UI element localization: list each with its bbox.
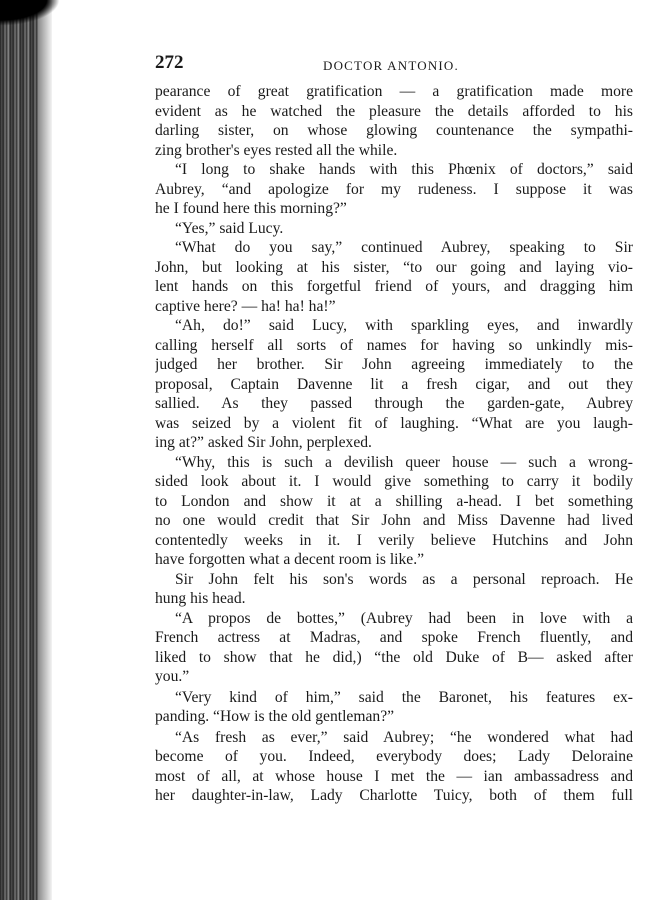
- text-line: become of you. Indeed, everybody does; Lady Deloraine: [155, 748, 633, 765]
- text-line: “A propos de bottes,” (Aubrey had been in love with a: [175, 609, 633, 627]
- text-line: sallied. As they passed through the garden-gate, Aubrey: [155, 395, 633, 412]
- running-title: DOCTOR ANTONIO.: [323, 58, 459, 73]
- page-header: [155, 52, 633, 82]
- text-line: sided look about it. I would give something to carry it bodily: [155, 473, 633, 490]
- text-line: Aubrey, “and apologize for my rudeness. I suppose it was: [155, 180, 633, 198]
- text-line: darling sister, on whose glowing countenance the sympathi-: [155, 122, 633, 139]
- text-line: panding. “How is the old gentleman?”: [155, 708, 395, 725]
- book-spine-gutter: [0, 0, 38, 900]
- gutter-shadow: [38, 0, 52, 900]
- text-line: “What do you say,” continued Aubrey, speaking to Sir: [175, 239, 633, 256]
- text-line: evident as he watched the pleasure the details afforded to his: [155, 102, 633, 120]
- text-line: have forgotten what a decent room is like.”: [155, 551, 425, 568]
- text-line: proposal, Captain Davenne lit a fresh cigar, and out they: [155, 375, 633, 393]
- text-line: “Yes,” said Lucy.: [175, 219, 284, 237]
- text-line: he I found here this morning?”: [155, 200, 347, 217]
- book-page: [155, 52, 633, 806]
- text-line: her daughter-in-law, Lady Charlotte Tuicy, both of them full: [155, 787, 633, 804]
- text-line: hung his head.: [155, 590, 246, 607]
- text-line: French actress at Madras, and spoke French fluently, and: [155, 629, 633, 646]
- scan-corner-shadow: [0, 0, 60, 26]
- text-line: “As fresh as ever,” said Aubrey; “he wondered what had: [175, 728, 633, 746]
- text-line: “I long to shake hands with this Phœnix of doctors,” said: [175, 161, 633, 178]
- text-line: pearance of great gratification — a gratification made more: [155, 83, 633, 100]
- text-line: was seized by a violent fit of laughing. “What are you laugh-: [155, 414, 633, 432]
- text-line: judged her brother. Sir John agreeing immediately to the: [155, 356, 633, 373]
- text-line: zing brother's eyes rested all the while.: [155, 141, 398, 159]
- text-line: liked to show that he did,) “the old Duke of B— asked after: [155, 648, 633, 666]
- body-text: [155, 82, 633, 806]
- text-line: John, but looking at his sister, “to our going and laying vio-: [155, 258, 633, 276]
- text-line: contentedly weeks in it. I verily believe Hutchins and John: [155, 531, 633, 549]
- text-line: to London and show it at a shilling a-head. I bet something: [155, 492, 633, 510]
- text-line: “Why, this is such a devilish queer house — such a wrong-: [175, 453, 633, 471]
- text-line: no one would credit that Sir John and Miss Davenne had lived: [155, 512, 633, 529]
- text-line: you.”: [155, 668, 190, 685]
- text-line: lent hands on this forgetful friend of yours, and dragging him: [155, 278, 633, 295]
- text-line: captive here? — ha! ha! ha!”: [155, 297, 336, 315]
- text-line: ing at?” asked Sir John, perplexed.: [155, 434, 372, 451]
- text-line: calling herself all sorts of names for having so unkindly mis-: [155, 336, 633, 354]
- text-line: most of all, at whose house I met the — ian ambassadress and: [155, 767, 633, 785]
- text-line: “Ah, do!” said Lucy, with sparkling eyes, and inwardly: [175, 317, 633, 334]
- text-line: “Very kind of him,” said the Baronet, his features ex-: [175, 688, 633, 706]
- text-line: Sir John felt his son's words as a personal reproach. He: [175, 570, 633, 588]
- page-number: 272: [155, 52, 184, 73]
